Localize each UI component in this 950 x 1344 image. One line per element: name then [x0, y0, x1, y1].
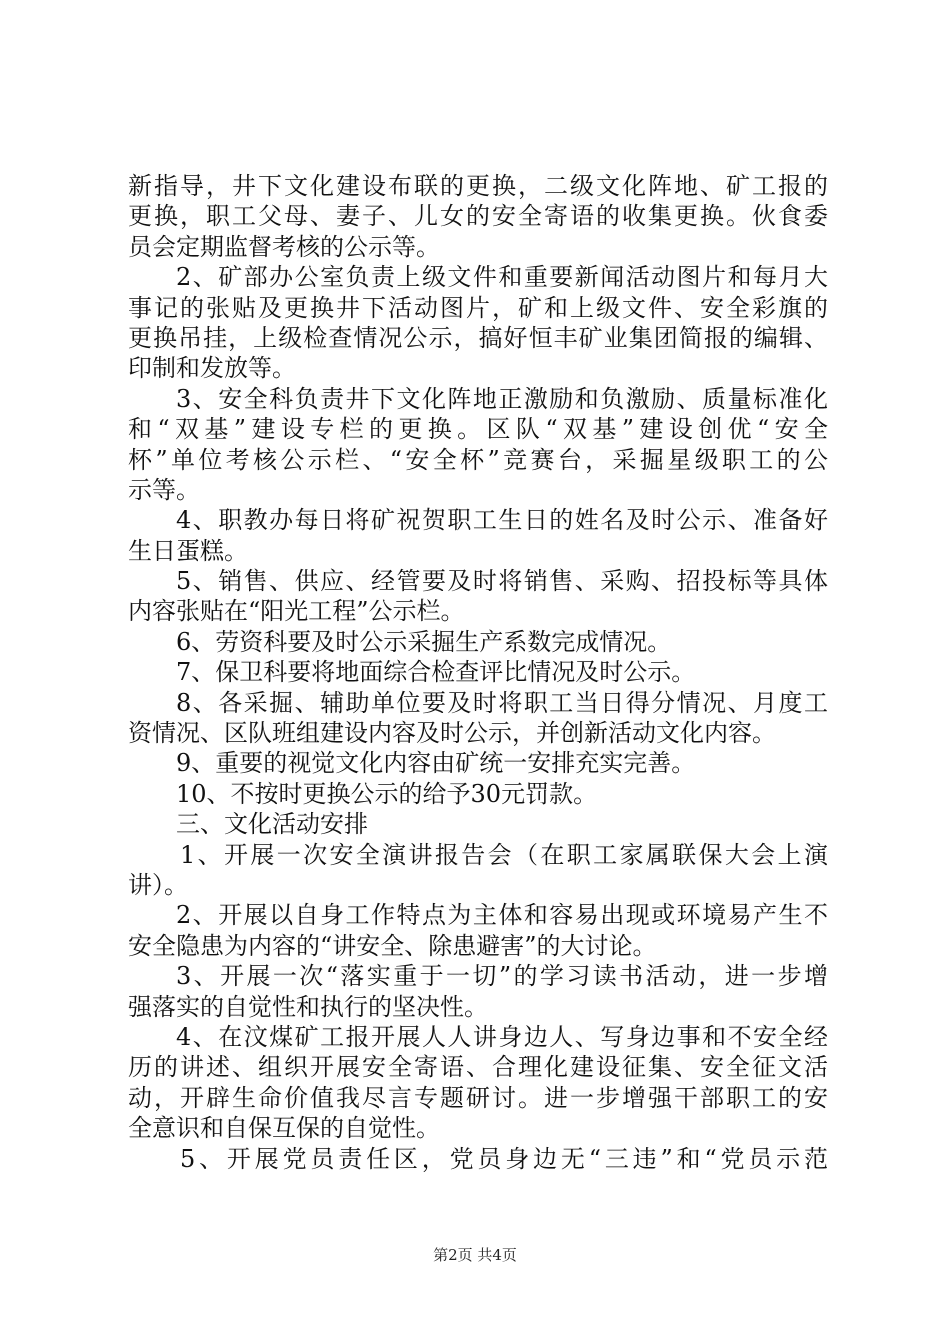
- text-line: 10、不按时更换公示的给予30元罚款。: [176, 779, 598, 808]
- text-line: 更换吊挂，上级检查情况公示，搞好恒丰矿业集团简报的编辑、: [128, 323, 828, 352]
- text-line: 生日蛋糕。: [128, 536, 248, 565]
- text-line: 更换，职工父母、妻子、儿女的安全寄语的收集更换。伙食委: [128, 202, 828, 231]
- text-line: 5、开展党员责任区，党员身边无“三违”和“党员示范: [180, 1144, 828, 1173]
- text-line: 印制和发放等。: [128, 354, 296, 383]
- text-line: 全意识和自保互保的自觉性。: [128, 1114, 440, 1143]
- text-line: 3、开展一次“落实重于一切”的学习读书活动，进一步增: [176, 962, 828, 991]
- text-line: 动，开辟生命价值我尽言专题研讨。进一步增强干部职工的安: [128, 1083, 828, 1112]
- text-line: 4、在汶煤矿工报开展人人讲身边人、写身边事和不安全经: [176, 1022, 828, 1051]
- text-line: 4、职教办每日将矿祝贺职工生日的姓名及时公示、准备好: [176, 506, 828, 535]
- text-line: 资情况、区队班组建设内容及时公示，并创新活动文化内容。: [128, 719, 776, 748]
- text-line: 1、开展一次安全演讲报告会（在职工家属联保大会上演: [180, 840, 828, 869]
- text-line: 8、各采掘、辅助单位要及时将职工当日得分情况、月度工: [176, 688, 828, 717]
- text-line: 2、矿部办公室负责上级文件和重要新闻活动图片和每月大: [176, 263, 828, 292]
- section-heading: 三、文化活动安排: [176, 810, 368, 839]
- text-line: 示等。: [128, 475, 200, 504]
- document-body: [128, 171, 828, 1174]
- text-line: 6、劳资科要及时公示采掘生产系数完成情况。: [176, 627, 672, 656]
- text-line: 强落实的自觉性和执行的坚决性。: [128, 992, 488, 1021]
- text-line: 9、重要的视觉文化内容由矿统一安排充实完善。: [176, 749, 696, 778]
- text-line: 内容张贴在“阳光工程”公示栏。: [128, 597, 465, 626]
- text-line: 3、安全科负责井下文化阵地正激励和负激励、质量标准化: [176, 384, 828, 413]
- text-line: 讲）。: [128, 870, 188, 899]
- text-line: 安全隐患为内容的“讲安全、除患避害”的大讨论。: [128, 931, 657, 960]
- text-line: 7、保卫科要将地面综合检查评比情况及时公示。: [176, 658, 696, 687]
- text-line: 和“双基”建设专栏的更换。区队“双基”建设创优“安全: [128, 415, 828, 444]
- text-line: 新指导，井下文化建设布联的更换，二级文化阵地、矿工报的: [128, 172, 828, 200]
- text-line: 杯”单位考核公示栏、“安全杯”竞赛台，采掘星级职工的公: [128, 445, 828, 474]
- text-line: 历的讲述、组织开展安全寄语、合理化建设征集、安全征文活: [128, 1053, 828, 1082]
- text-line: 事记的张贴及更换井下活动图片，矿和上级文件、安全彩旗的: [128, 293, 828, 322]
- text-line: 5、销售、供应、经管要及时将销售、采购、招投标等具体: [176, 567, 828, 596]
- text-line: 2、开展以自身工作特点为主体和容易出现或环境易产生不: [176, 901, 828, 930]
- page-number-footer: 第2页 共4页: [433, 1246, 517, 1264]
- text-line: 员会定期监督考核的公示等。: [128, 232, 440, 261]
